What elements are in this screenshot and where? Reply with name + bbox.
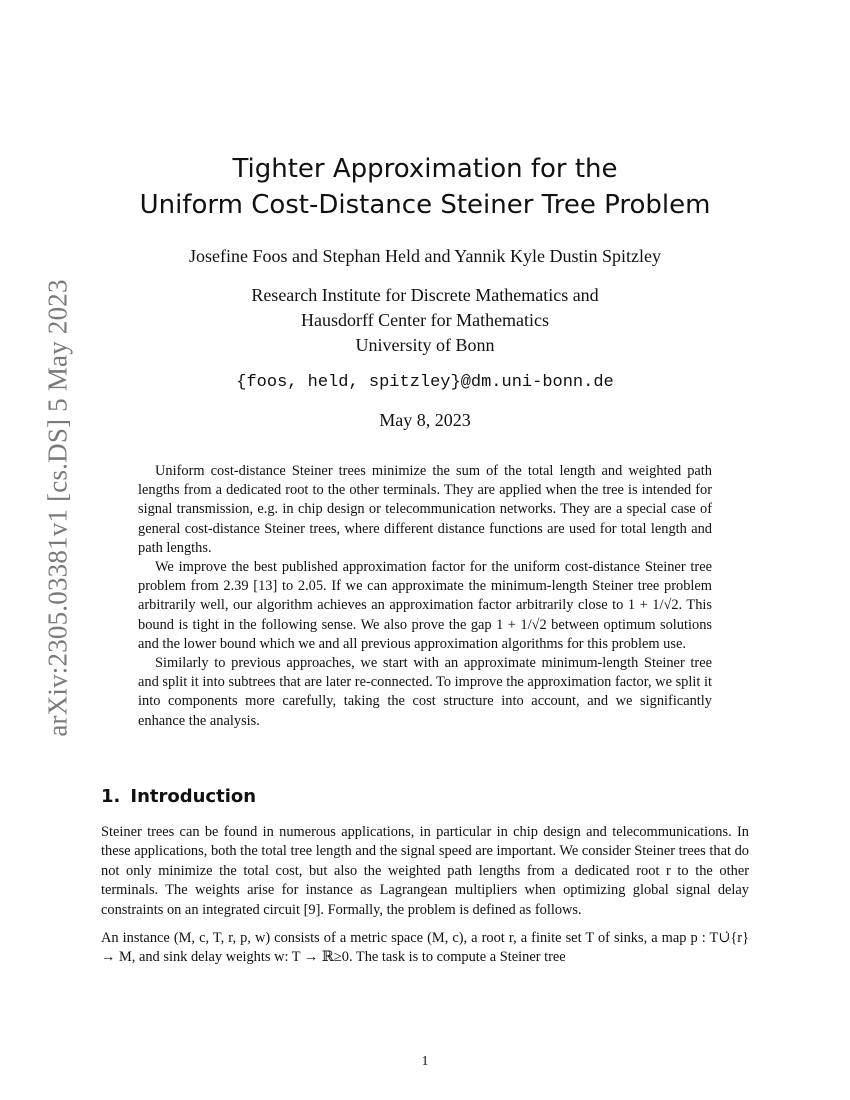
abstract-paragraph-2: We improve the best published approximation factor for the uniform cost-distance Steiner tree problem from 2.39 [13] to 2.05. If we can approximate the minimum-length Steiner tree problem arbitrarily well, our algorithm achieves an approximation factor arbitrarily close to 1 + 1/√2. This bound is tight in the following sense. We also prove the gap 1 + 1/√2 between optimum solutions and the lower bound which we and all previous approximation algorithms for this problem use. — [138, 559, 712, 652]
abstract — [138, 462, 712, 731]
section-number: 1. — [101, 786, 121, 807]
author-emails: {foos, held, spitzley}@dm.uni-bonn.de — [236, 373, 614, 392]
page-number: 1 — [421, 1054, 429, 1069]
affiliation-line-2: Hausdorff Center for Mathematics — [300, 310, 550, 330]
authors: Josefine Foos and Stephan Held and Yannik Kyle Dustin Spitzley — [189, 246, 661, 266]
abstract-paragraph-1: Uniform cost-distance Steiner trees minimize the sum of the total length and weighted path lengths from a dedicated root to the other terminals. They are applied when the tree is intended for signal transmission, e.g. in chip design or telecommunication networks. They are a special case of general cost-distance Steiner trees, where different distance functions are used for total length and path lengths. — [138, 463, 712, 556]
affiliation-line-3: University of Bonn — [355, 335, 495, 355]
introduction-body — [101, 823, 749, 968]
paper-date: May 8, 2023 — [379, 410, 471, 430]
body-paragraph-2: An instance (M, c, T, r, p, w) consists of a metric space (M, c), a root r, a finite set T of sinks, a map p : T∪̇{r} → M, and sink delay weights w: T → ℝ≥0. The task is to compute a Steiner tree — [101, 930, 749, 966]
paper-title-line-2: Uniform Cost-Distance Steiner Tree Problem — [139, 190, 711, 220]
section-heading-introduction — [101, 786, 256, 807]
body-paragraph-1: Steiner trees can be found in numerous applications, in particular in chip design and telecommunications. In these applications, both the total tree length and the signal speed are important. We consider Steiner trees that do not only minimize the total cost, but also the weighted path lengths from a dedicated root r to the other terminals. The weights arise for instance as Lagrangean multipliers when optimizing global signal delay constraints on an integrated circuit [9]. Formally, the problem is defined as follows. — [101, 824, 749, 918]
abstract-paragraph-3: Similarly to previous approaches, we start with an approximate minimum-length Steiner tree and split it into subtrees that are later re-connected. To improve the approximation factor, we split it into components more carefully, taking the cost structure into account, and we significantly enhance the analysis. — [138, 655, 712, 729]
arxiv-identifier-stamp: arXiv:2305.03381v1 [cs.DS] 5 May 2023 — [42, 279, 73, 737]
paper-title-line-1: Tighter Approximation for the — [232, 154, 618, 184]
affiliation-line-1: Research Institute for Discrete Mathematics and — [251, 285, 599, 305]
section-title: Introduction — [130, 786, 257, 807]
